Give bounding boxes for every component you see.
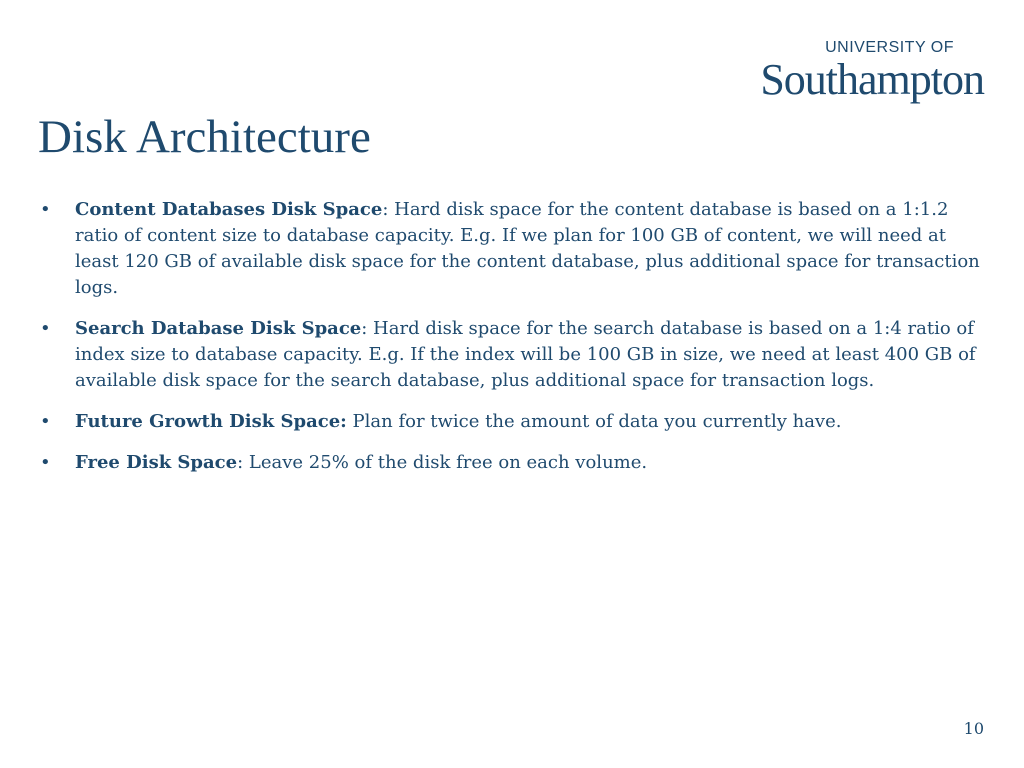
bullet-item-future-growth bbox=[38, 409, 983, 435]
bullet-item-content-databases bbox=[38, 197, 983, 301]
bullet-separator: : bbox=[361, 318, 374, 339]
bullet-title: Search Database Disk Space bbox=[75, 318, 362, 339]
bullet-list bbox=[38, 197, 983, 491]
bullet-marker: • bbox=[40, 411, 51, 432]
bullet-item-free-disk-space bbox=[38, 450, 983, 476]
bullet-text: Plan for twice the amount of data you currently have. bbox=[352, 411, 842, 432]
bullet-marker: • bbox=[40, 199, 51, 220]
university-logo bbox=[724, 40, 984, 102]
page-number: 10 bbox=[963, 719, 984, 738]
bullet-item-search-database bbox=[38, 316, 983, 394]
bullet-title: Free Disk Space bbox=[75, 452, 238, 473]
slide-title: Disk Architecture bbox=[38, 111, 371, 163]
logo-top-line: UNIVERSITY OF bbox=[825, 39, 954, 56]
bullet-text: Leave 25% of the disk free on each volume. bbox=[248, 452, 648, 473]
bullet-separator: : bbox=[382, 199, 395, 220]
bullet-text: Hard disk space for the search database is based on a 1:4 ratio of index size to database capacity. E.g. If the index will be 100 GB in size, we need at least 400 GB of available disk space for the search database, plus additional space for transaction logs. bbox=[75, 318, 976, 391]
bullet-marker: • bbox=[40, 452, 51, 473]
logo-main-line: Southampton bbox=[760, 55, 984, 104]
bullet-title: Future Growth Disk Space: bbox=[75, 411, 347, 432]
bullet-text: Hard disk space for the content database is based on a 1:1.2 ratio of content size to database capacity. E.g. If we plan for 100 GB of content, we will need at least 120 GB of available disk space for the content database, plus additional space for transaction logs. bbox=[75, 199, 980, 298]
bullet-separator: : bbox=[237, 452, 249, 473]
bullet-title: Content Databases Disk Space bbox=[75, 199, 383, 220]
bullet-marker: • bbox=[40, 318, 51, 339]
